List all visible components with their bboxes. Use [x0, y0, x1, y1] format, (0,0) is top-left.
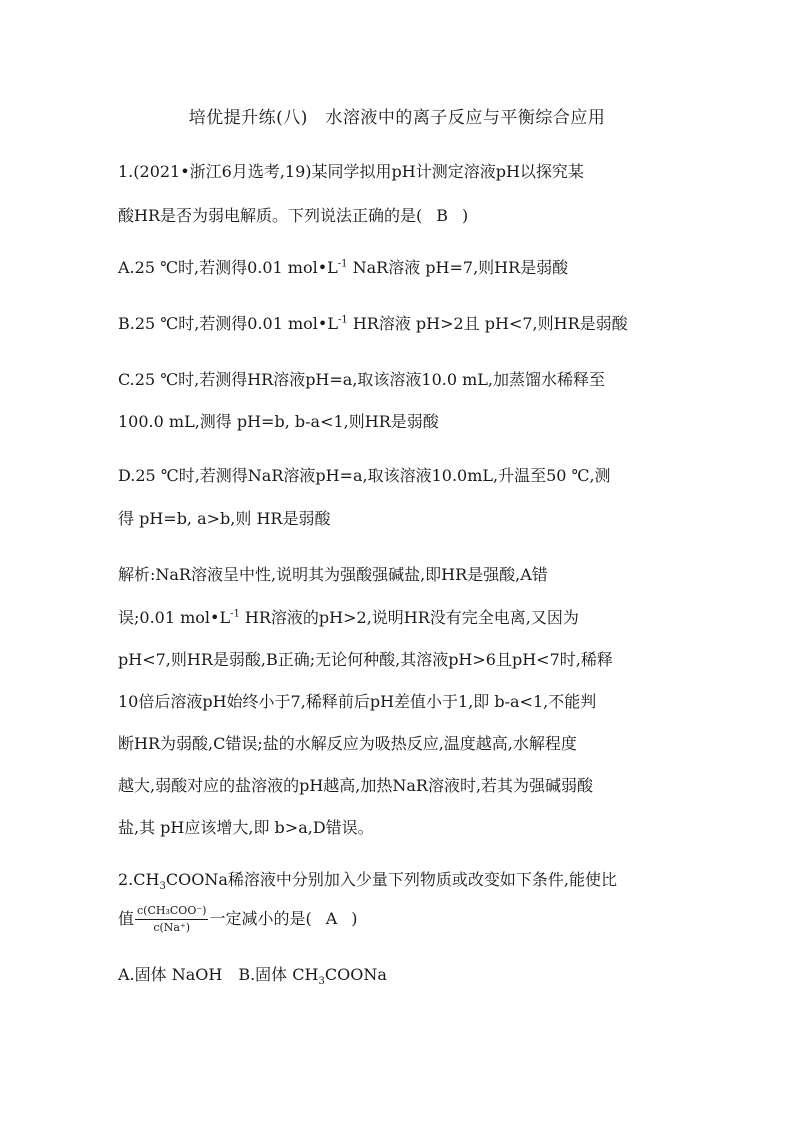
q2-fraction-denominator: c(Na⁺)	[153, 921, 191, 934]
q1-option-b-sup: -1	[337, 314, 348, 326]
q2-ratio-fraction	[135, 904, 208, 935]
q2-options-text: A.固体 NaOH B.固体 CH	[118, 965, 319, 984]
q2-stem-sub: 3	[159, 881, 166, 893]
q1-explanation-line3: pH<7,则HR是弱酸,B正确;无论何种酸,其溶液pH>6且pH<7时,稀释	[118, 650, 613, 669]
q1-option-a-sup: -1	[337, 258, 348, 270]
q2-stem-line2-text: 值	[118, 909, 135, 928]
q2-stem-text-a: 2.CH	[118, 870, 160, 889]
q1-option-c-line2: 100.0 mL,测得 pH=b, b-a<1,则HR是弱酸	[118, 412, 439, 431]
q2-stem-line2-rest: 一定减小的是(	[209, 909, 312, 928]
q1-stem-line2	[118, 204, 468, 228]
q1-stem-text: 酸HR是否为弱电解质。下列说法正确的是(	[118, 206, 423, 225]
q1-stem-line1: 1.(2021•浙江6月选考,19)某同学拟用pH计测定溶液pH以探究某	[118, 162, 584, 181]
q1-option-d-line2: 得 pH=b, a>b,则 HR是弱酸	[118, 509, 331, 528]
q1-answer: B	[436, 206, 449, 225]
q1-explanation-line4: 10倍后溶液pH始终小于7,稀释前后pH差值小于1,即 b-a<1,不能判	[118, 692, 597, 711]
q1-option-b-text: B.25 ℃时,若测得0.01 mol•L	[118, 314, 338, 333]
q2-options-sub: 3	[318, 976, 325, 988]
q1-stem-close: )	[462, 206, 469, 225]
q1-option-a-rest: NaR溶液 pH=7,则HR是弱酸	[347, 258, 569, 277]
q2-fraction-numerator: c(CH₃COO⁻)	[135, 904, 208, 920]
q1-explanation-line5: 断HR为弱酸,C错误;盐的水解反应为吸热反应,温度越高,水解程度	[118, 734, 577, 753]
q2-stem-line2	[118, 902, 358, 936]
q1-explanation-line2-sup: -1	[230, 608, 240, 620]
q1-explanation-line2	[118, 606, 579, 630]
q2-options-line	[118, 963, 387, 987]
q1-explanation-line2-rest: HR溶液的pH>2,说明HR没有完全电离,又因为	[239, 608, 579, 627]
q1-option-d-line1: D.25 ℃时,若测得NaR溶液pH=a,取该溶液10.0mL,升温至50 ℃,测	[118, 466, 611, 485]
q1-option-a	[118, 256, 568, 280]
q1-option-a-text: A.25 ℃时,若测得0.01 mol•L	[118, 258, 338, 277]
q1-explanation-line6: 越大,弱酸对应的盐溶液的pH越高,加热NaR溶液时,若其为强碱弱酸	[118, 776, 594, 795]
q1-explanation-line2-text: 误;0.01 mol•L	[118, 608, 231, 627]
q2-stem-text-b: COONa稀溶液中分别加入少量下列物质或改变如下条件,能使比	[165, 870, 617, 889]
q1-option-b	[118, 312, 628, 336]
q1-explanation-line1: 解析:NaR溶液呈中性,说明其为强酸强碱盐,即HR是强酸,A错	[118, 565, 548, 584]
q2-stem-line1	[118, 868, 617, 892]
q1-explanation-line7: 盐,其 pH应该增大,即 b>a,D错误。	[118, 818, 374, 837]
q1-option-b-rest: HR溶液 pH>2且 pH<7,则HR是弱酸	[347, 314, 628, 333]
q2-stem-close: )	[351, 909, 358, 928]
page-title: 培优提升练(八) 水溶液中的离子反应与平衡综合应用	[188, 108, 606, 128]
q1-option-c-line1: C.25 ℃时,若测得HR溶液pH=a,取该溶液10.0 mL,加蒸馏水稀释至	[118, 370, 606, 389]
q2-options-rest: COONa	[324, 965, 387, 984]
q2-answer: A	[325, 909, 338, 928]
